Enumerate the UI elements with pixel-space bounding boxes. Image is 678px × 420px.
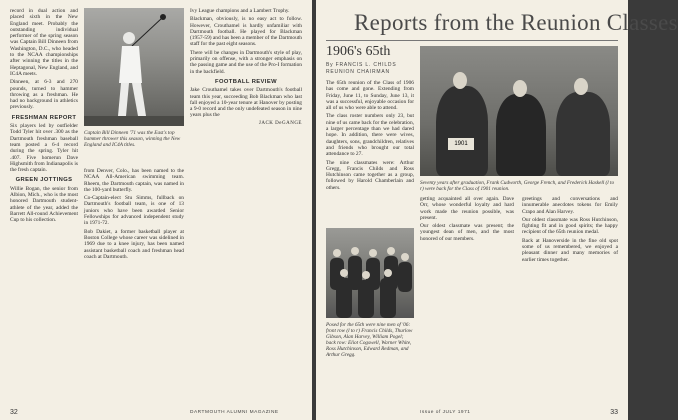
author-signature: JACK DeGANGE <box>258 120 302 126</box>
col1-mid-text: Dinneen, at 6-3 and 270 pounds, turned to hammer throwing as a freshman. He had no background in athletics previously. <box>10 79 78 111</box>
right-col3-mid: Our oldest classmate was Ross Hutchinson, fighting fit and in good spirits; the happy recipient of the 65th reunion medal. <box>522 216 618 236</box>
left-column-3 <box>190 8 302 129</box>
man-middle <box>496 94 546 176</box>
col3-mid-text: Blackman, obviously, is no easy act to follow. However, Crouthamel is hardly unfamiliar with Dartmouth football. He played for Blackman (1957-59) and has been a member of the Dartmouth staff for the past eight seasons. <box>190 16 302 48</box>
hammer-thrower-photo <box>84 8 184 126</box>
man-middle-face <box>513 80 527 97</box>
man-left <box>436 86 488 176</box>
right-col3-text: greetings and conversations and innumerable anecdotes tokens for Emily Crapo and Alan Harvey. <box>522 196 618 215</box>
green-jottings-text: Willie Bogan, the senior from Albion, Mich., who is the most honored Dartmouth student-athlete of the year, added the Barrett All-round Achievement Cup to his collection. <box>10 185 78 224</box>
right-page-number: 33 <box>610 409 618 416</box>
issue-line: Issue of JULY 1971 <box>420 410 471 415</box>
three-men-photo <box>420 46 618 176</box>
class-subhead: 1906's 65th <box>326 44 391 59</box>
right-column-2 <box>420 196 514 244</box>
right-column-3 <box>522 196 618 265</box>
left-column-2 <box>84 168 184 262</box>
group-photo <box>326 228 414 318</box>
man-right <box>556 92 610 176</box>
left-page-number: 32 <box>10 409 18 416</box>
byline-role: REUNION CHAIRMAN <box>326 69 390 75</box>
right-page <box>316 0 678 420</box>
left-column-1 <box>10 8 78 226</box>
man-right-face <box>574 78 588 95</box>
green-jottings-heading: GREEN JOTTINGS <box>15 177 73 184</box>
hammer-photo-caption: Captain Bill Dinneen '71 was the East's top hammer thrower this season, winning the New England and IC4A titles. <box>84 130 181 148</box>
freshman-heading: FRESHMAN REPORT <box>11 114 77 121</box>
col3-top-text: Ivy League champions and a Lambert Trophy. <box>190 8 290 14</box>
section-headline: Reports from the Reunion Classes <box>354 10 678 35</box>
three-men-caption: Seventy years after graduation, Frank Cudworth, George French, and Frederick Haskell (l to r) were back for the Class of 1901 reunion. <box>420 180 615 192</box>
col2-low-text: Bob Dakiet, a former basketball player at Boston College whose career was sidelined in 1969 due to a knee injury, has been named assistant basketball coach and freshman head coach at Dartmouth. <box>84 228 184 260</box>
man-left-face <box>453 72 467 89</box>
football-heading: FOOTBALL REVIEW <box>215 78 277 85</box>
class-placard: 1901 <box>448 138 474 150</box>
right-col3-low: Back at Hanoverside in the fine old spot some of us remembered, we enjoyed a pleasant dinner and many memories of earlier times together. <box>522 237 618 263</box>
right-col1-text: The 65th reunion of the Class of 1906 has come and gone. Extending from Friday, June 11, to Sunday, June 13, it was a successful, enjoyable occasion for all of us who were able to attend. <box>326 80 414 112</box>
hammer-thrower-figure <box>84 8 184 126</box>
col1-top-text: record in dual action and placed sixth in the New England meet. Probably the outstanding individual performer of the spring season was Captain Bill Dinneen from Washington, D.C., who headed to the NCAA championships after winning the titles in the Heptagonal, New England, and IC4A meets. <box>10 8 78 77</box>
left-page <box>0 0 312 420</box>
right-col2-low: Our oldest classmate was present; the youngest dean of men, and the most honored of our members. <box>420 223 514 242</box>
col2-top-text: from Denver, Colo., has been named to the NCAA All-American swimming team. Rheem, the Dartmouth captain, was named in the 100-yard butterfly. <box>84 168 184 193</box>
group-photo-caption: Posed for the 65th were nine men of '06: front row (l to r) Francis Childs, Thurlow Gibson, Alan Harvey, William Pogel; back row: Eliot Cogswell, Warner White, Ross Hutchinson, Edward Redman, and Arthur Gregg. <box>326 322 413 358</box>
left-page-footer: DARTMOUTH ALUMNI MAGAZINE <box>190 410 279 415</box>
right-column-1 <box>326 80 414 193</box>
right-col1-low: The nine classmates were: Arthur Gregg, Francis Childs and Ross Hutchinson came together as a group, followed by Harold Chamberlain and others. <box>326 159 414 191</box>
byline-name: By FRANCIS L. CHILDS <box>326 62 397 68</box>
col3-low-text: There will be changes in Dartmouth's style of play, primarily on offense, with a stronger emphasis on the passing game and the use of the Pro-I formation in the backfield. <box>190 49 302 75</box>
freshman-text: Six players led by outfielder Todd Tyler hit over .300 as the Dartmouth freshman baseball team posted a 6-4 record during the spring. Tyler hit .407. Five homerun Dave Highsmith from Indianapolis is the fresh captain. <box>10 123 78 174</box>
group-figures <box>326 228 414 318</box>
football-text: Jake Crouthamel takes over Dartmouth's football team this year, succeeding Bob Blackman who last fall enjoyed a 10-year tenure at Hanover by posting a 9-0 record and the only undefeated season in nine years plus the <box>190 87 302 119</box>
col2-mid-text: Co-Captain-elect Stu Simms, fullback on Dartmouth's football team, is one of 13 juniors who have been awarded Senior Fellowships for advanced independent study in 1971-72. <box>84 195 184 227</box>
right-col1-more: The class roster numbers only 23, but nine of us came back for the celebration, a larger percentage than we had dared hope. In addition, there were wives, daughters, sons, grandchildren, relatives and friends who brought our total attendance to 27. <box>326 113 414 158</box>
headline-rule <box>326 40 618 41</box>
right-col2-text: getting acquainted all over again. Dave Orr, whose wonderful loyalty and hard work made the reunion possible, was present. <box>420 196 514 221</box>
